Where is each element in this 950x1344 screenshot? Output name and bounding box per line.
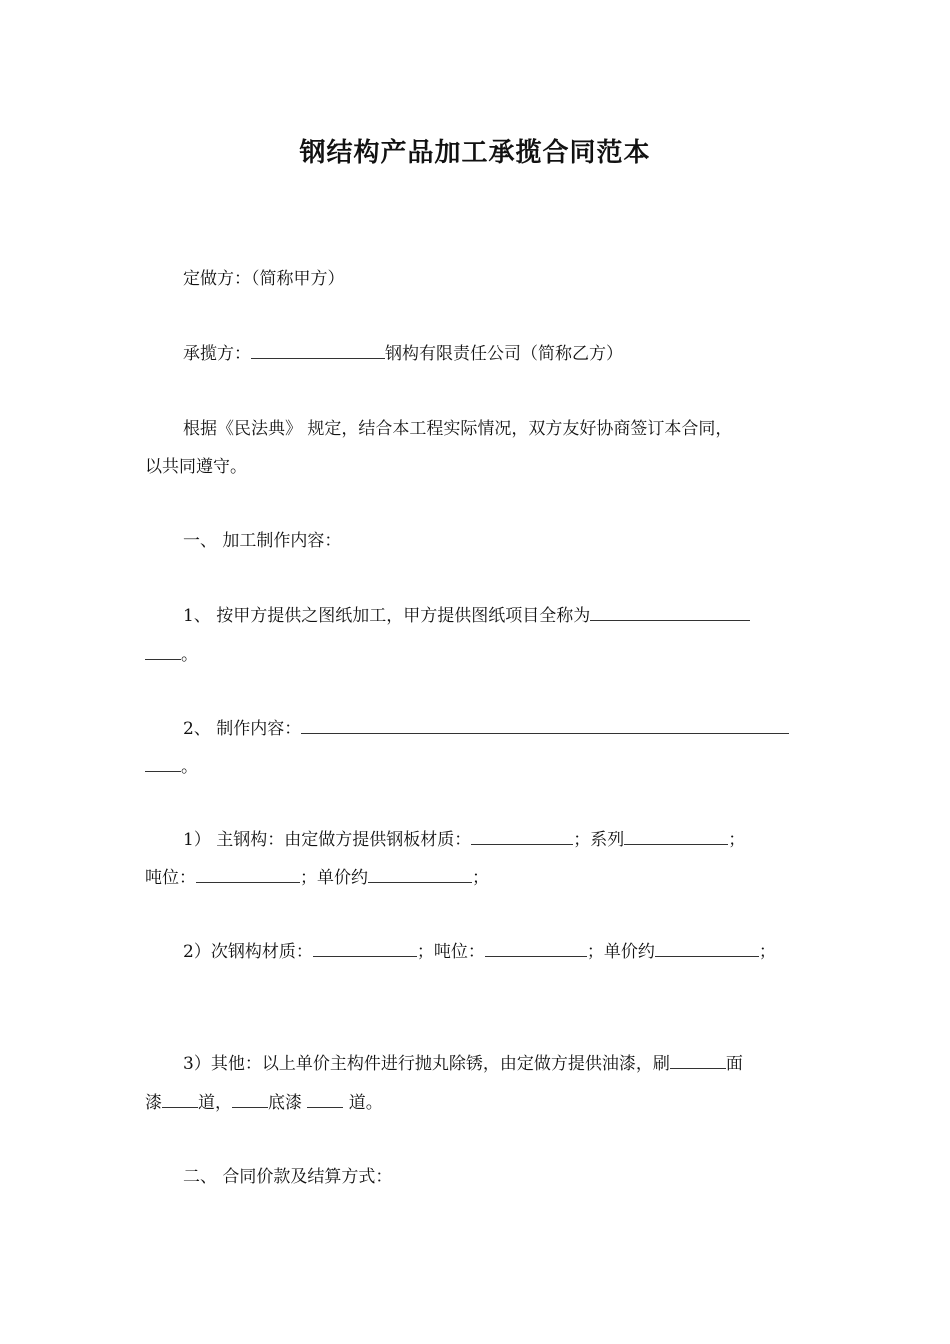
sub-3-c: 漆 [145, 1093, 162, 1113]
sub-2-a: 2）次钢构材质： [183, 942, 313, 962]
sub-3-b: 面 [725, 1054, 743, 1074]
sub-1-c: ； [728, 830, 746, 850]
party-b-label: 承揽方： [183, 344, 251, 364]
sub-2-blank-price [655, 940, 759, 957]
sub-1-e: ；单价约 [300, 868, 368, 888]
sub-1-blank-tonnage [196, 866, 300, 883]
item-2-end: 。 [181, 757, 198, 777]
item-2-text: 2、 制作内容： [183, 719, 302, 739]
party-a-line: 定做方：（简称甲方） [183, 269, 345, 289]
sub-1-a: 1） 主钢构：由定做方提供钢板材质： [183, 830, 472, 850]
sub-1-blank-material [471, 828, 573, 845]
sub-1-line [145, 828, 855, 852]
item-1-end: 。 [181, 645, 198, 665]
sub-3-line [145, 1052, 855, 1076]
sub-3-blank-primer-coats [307, 1091, 343, 1108]
sub-2-d: ； [758, 942, 776, 962]
item-1-blank-cont [145, 643, 181, 660]
sub-2-line [145, 940, 855, 964]
sub-1-b: ；系列 [573, 830, 625, 850]
sub-3-continuation [145, 1091, 817, 1115]
document-title: 钢结构产品加工承揽合同范本 [299, 138, 651, 168]
sub-1-blank-series [624, 828, 728, 845]
sub-1-blank-price [368, 866, 472, 883]
party-b-blank [251, 342, 385, 359]
item-1-line [145, 604, 855, 628]
item-2-blank-cont [145, 755, 181, 772]
item-1-text: 1、 按甲方提供之图纸加工，甲方提供图纸项目全称为 [183, 606, 591, 626]
section-2-heading: 二、 合同价款及结算方式： [183, 1167, 393, 1187]
item-2-line [145, 717, 855, 741]
sub-2-blank-material [313, 940, 417, 957]
sub-3-e: 底漆 [268, 1093, 308, 1113]
sub-2-b: ；吨位： [416, 942, 485, 962]
sub-3-blank-topcoat [162, 1091, 198, 1108]
preamble-line-2: 以共同遵守。 [145, 457, 247, 477]
item-1-blank [590, 604, 750, 621]
sub-3-a: 3）其他：以上单价主构件进行抛丸除锈，由定做方提供油漆，刷 [183, 1054, 670, 1074]
item-2-continuation [145, 755, 817, 779]
party-b-suffix: 钢构有限责任公司（简称乙方） [385, 344, 623, 364]
sub-1-f: ； [472, 868, 489, 888]
sub-2-c: ；单价约 [586, 942, 655, 962]
item-2-blank [301, 717, 789, 734]
party-b-line [145, 342, 855, 366]
item-1-continuation [145, 643, 817, 667]
sub-2-blank-tonnage [485, 940, 587, 957]
sub-1-d: 吨位： [145, 868, 196, 888]
sub-3-d: 道， [198, 1093, 232, 1113]
preamble-line-1: 根据《民法典》 规定，结合本工程实际情况，双方友好协商签订本合同， [183, 419, 733, 439]
sub-3-blank-primer [232, 1091, 268, 1108]
sub-3-blank-coats [670, 1052, 726, 1069]
sub-1-continuation [145, 866, 817, 890]
section-1-heading: 一、 加工制作内容： [183, 531, 342, 551]
sub-3-f: 道。 [343, 1093, 383, 1113]
